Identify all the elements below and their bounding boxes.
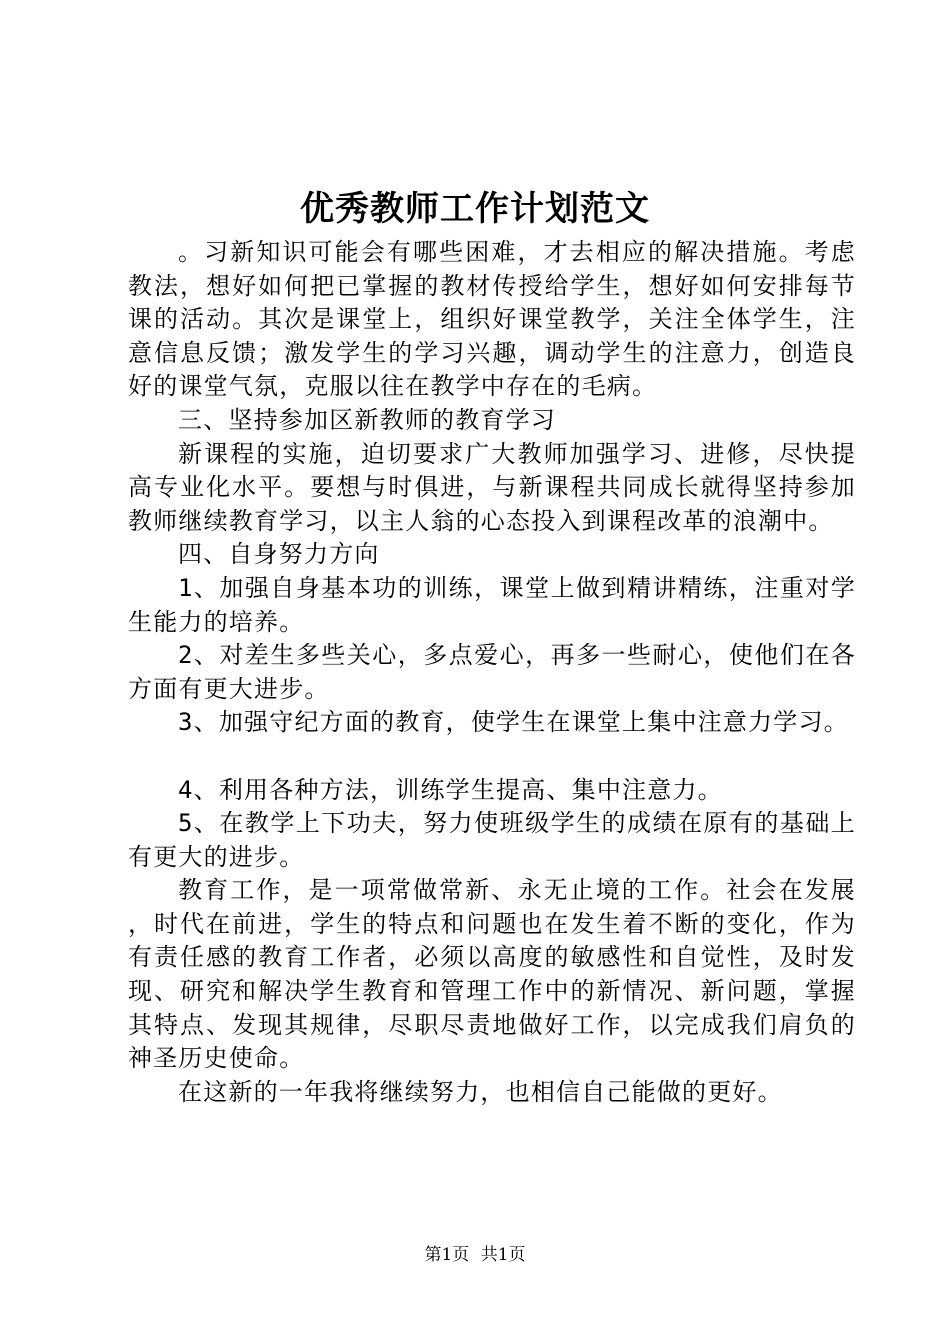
- list-item: 3、加强守纪方面的教育，使学生在课堂上集中注意力学习。: [178, 708, 849, 737]
- section-heading: 三、坚持参加区新教师的教育学习: [178, 405, 556, 434]
- paragraph: 新课程的实施，迫切要求广大教师加强学习、进修，尽快提高专业化水平。要想与时俱进，与新课程共同成长就得坚持参加教师继续教育学习，以主人翁的心态投入到课程改革的浪潮中。: [128, 439, 856, 535]
- list-item: 5、在教学上下功夫，努力使班级学生的成绩在原有的基础上有更大的进步。: [128, 809, 856, 871]
- paragraph: 教育工作，是一项常做常新、永无止境的工作。社会在发展，时代在前进，学生的特点和问题也在发生着不断的变化，作为有责任感的教育工作者，必须以高度的敏感性和自觉性，及时发现、研究和解决学生教育和管理工作中的新情况、新问题，掌握其特点、发现其规律，尽职尽责地做好工作，以完成我们肩负的神圣历史使命。: [128, 876, 856, 1073]
- list-item: 4、利用各种方法，训练学生提高、集中注意力。: [178, 775, 723, 804]
- paragraph: 。习新知识可能会有哪些困难，才去相应的解决措施。考虑教法，想好如何把已掌握的教材传授给学生，想好如何安排每节课的活动。其次是课堂上，组织好课堂教学，关注全体学生，注意信息反馈；激发学生的学习兴趣，调动学生的注意力，创造良好的课堂气氛，克服以往在教学中存在的毛病。: [128, 238, 856, 401]
- list-item: 2、对差生多些关心，多点爱心，再多一些耐心，使他们在各方面有更大进步。: [128, 641, 856, 703]
- list-item: 1、加强自身基本功的训练，课堂上做到精讲精练，注重对学生能力的培养。: [128, 573, 856, 636]
- page-footer: [0, 1243, 950, 1267]
- section-heading: 四、自身努力方向: [178, 540, 380, 569]
- page-total: 共1页: [480, 1245, 526, 1265]
- document-title: 优秀教师工作计划范文: [300, 189, 650, 229]
- document-body: [128, 236, 856, 1109]
- paragraph: 在这新的一年我将继续努力，也相信自己能做的更好。: [178, 1077, 783, 1106]
- page-number: 第1页: [424, 1245, 470, 1265]
